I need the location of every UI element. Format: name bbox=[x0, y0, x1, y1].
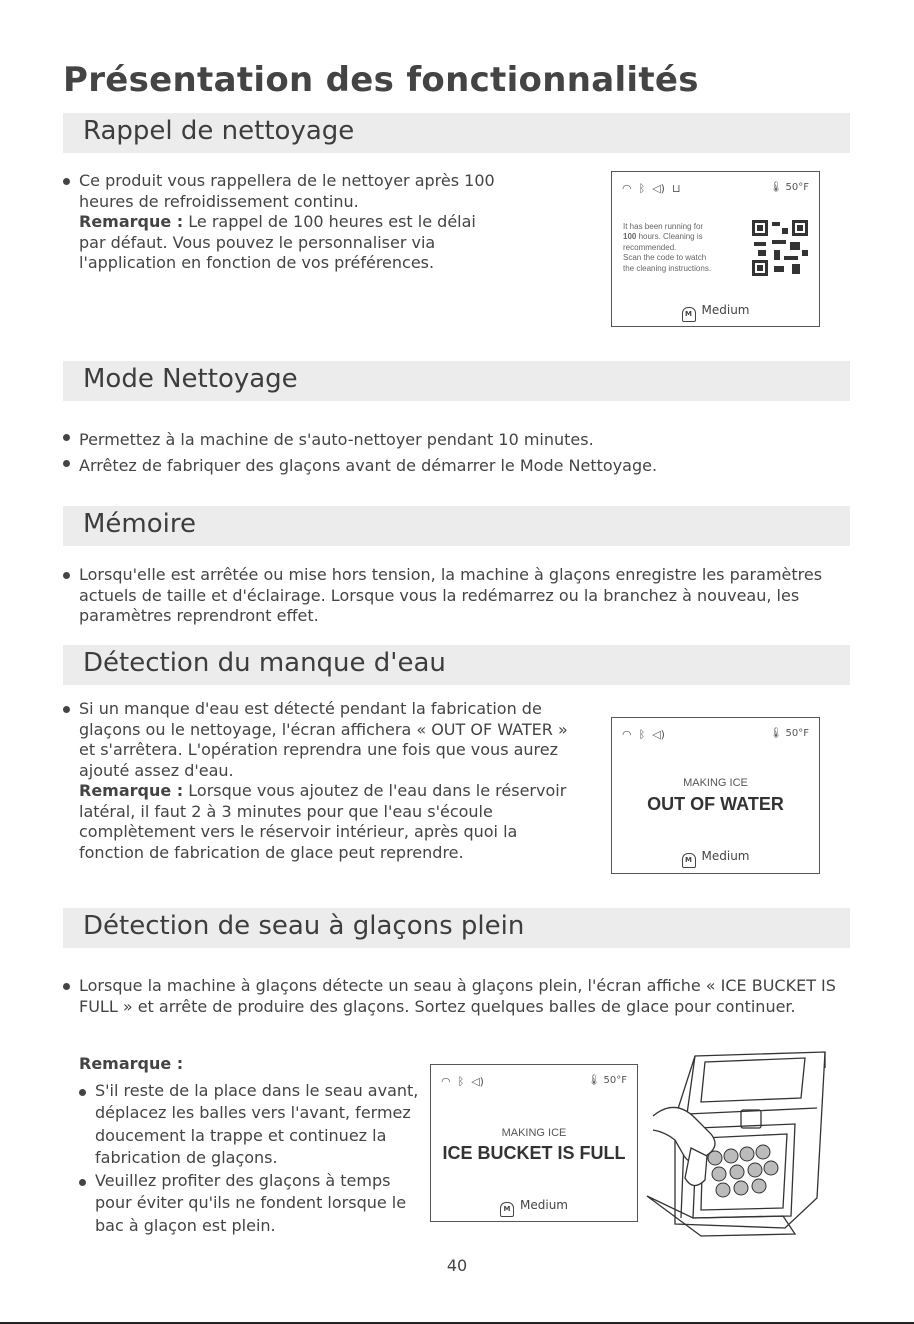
note-text: Le rappel de 100 heures est le délai par défaut. Vous pouvez le personnaliser via l'application en fonction de vos préférences. bbox=[79, 212, 476, 272]
status-icons bbox=[622, 182, 688, 195]
cleaning-reminder-text bbox=[63, 171, 503, 274]
thermometer-icon: 🌡 bbox=[769, 728, 783, 739]
section-heading: Mode Nettoyage bbox=[83, 364, 298, 394]
bullet-item: Ce produit vous rappellera de le nettoyer après 100 heures de refroidissement continu. bbox=[63, 171, 503, 212]
bucket-full-notes bbox=[79, 1053, 431, 1237]
section-heading: Rappel de nettoyage bbox=[83, 116, 355, 146]
note-item: Veuillez profiter des glaçons à temps pour éviter qu'ils ne fondent lorsque le bac à glaçon est plein. bbox=[79, 1170, 431, 1238]
memory-text bbox=[63, 565, 853, 627]
bullet-item: Lorsque la machine à glaçons détecte un seau à glaçons plein, l'écran affiche « ICE BUCKET IS FULL » et arrête de produire des glaçons. Sortez quelques balles de glace pour continuer. bbox=[63, 976, 848, 1017]
bluetooth-icon: ᛒ bbox=[638, 728, 646, 741]
section-heading: Détection du manque d'eau bbox=[83, 648, 446, 678]
temperature-readout: 🌡 50°F bbox=[769, 728, 809, 739]
water-shortage-text bbox=[63, 699, 573, 863]
bucket-full-screen bbox=[430, 1064, 638, 1222]
note bbox=[63, 781, 573, 863]
sound-icon: ◁) bbox=[652, 728, 665, 741]
temperature-readout: 🌡 50°F bbox=[769, 182, 809, 193]
bullet-item: Permettez à la machine de s'auto-nettoyer pendant 10 minutes. bbox=[63, 427, 850, 453]
bullet-item: Arrêtez de fabriquer des glaçons avant de démarrer le Mode Nettoyage. bbox=[63, 453, 850, 479]
bullet-item: Si un manque d'eau est détecté pendant la fabrication de glaçons ou le nettoyage, l'écran affichera « OUT OF WATER » et s'arrêtera. L'opération reprendra une fois que vous aurez ajouté assez d'eau. bbox=[63, 699, 573, 781]
note bbox=[63, 212, 503, 274]
wifi-icon: ◠ bbox=[441, 1075, 451, 1088]
bluetooth-icon: ᛒ bbox=[638, 182, 646, 195]
section-header-clean-mode bbox=[63, 361, 850, 401]
note-label: Remarque : bbox=[79, 1054, 184, 1073]
status-text: MAKING ICE bbox=[501, 1127, 567, 1139]
clean-mode-text bbox=[63, 427, 850, 479]
medium-size-icon: M bbox=[682, 853, 696, 868]
alert-text: OUT OF WATER bbox=[647, 794, 784, 814]
qr-code bbox=[752, 220, 808, 276]
bullet-item: Lorsqu'elle est arrêtée ou mise hors tension, la machine à glaçons enregistre les paramètres actuels de taille et d'éclairage. Lorsque vous la redémarrez ou la branchez à nouveau, les paramètres reprendront effet. bbox=[63, 565, 853, 627]
thermometer-icon: 🌡 bbox=[769, 182, 783, 193]
note-text: Lorsque vous ajoutez de l'eau dans le réservoir latéral, il faut 2 à 3 minutes pour que l'eau s'écoule complètement vers le réservoir intérieur, après quoi la fonction de fabrication de glace peut reprendre. bbox=[79, 781, 567, 862]
medium-size-icon: M bbox=[682, 307, 696, 322]
sound-icon: ◁) bbox=[471, 1075, 484, 1088]
alert-text: ICE BUCKET IS FULL bbox=[442, 1143, 626, 1163]
wifi-icon: ◠ bbox=[622, 728, 632, 741]
section-heading: Détection de seau à glaçons plein bbox=[83, 911, 525, 941]
section-heading: Mémoire bbox=[83, 509, 197, 539]
cleaning-message: It has been running for 100 hours. Cleaning is recommended. Scan the code to watch the cleaning instructions. bbox=[623, 222, 712, 273]
thermometer-icon: 🌡 bbox=[587, 1075, 601, 1086]
size-mode: M Medium bbox=[431, 1198, 637, 1217]
size-mode: M Medium bbox=[612, 303, 819, 322]
sound-icon: ◁) bbox=[652, 182, 665, 195]
page-title: Présentation des fonctionnalités bbox=[63, 60, 699, 100]
status-icons bbox=[622, 728, 672, 741]
note-item: S'il reste de la place dans le seau avant, déplacez les balles vers l'avant, fermez doucement la trappe et continuez la fabrication de glaçons. bbox=[79, 1080, 431, 1170]
wifi-icon: ◠ bbox=[622, 182, 632, 195]
note-label: Remarque : bbox=[79, 781, 184, 800]
ice-maker-illustration bbox=[645, 1048, 835, 1238]
section-header-water-shortage bbox=[63, 645, 850, 685]
bluetooth-icon: ᛒ bbox=[457, 1075, 465, 1088]
cleaning-reminder-screen bbox=[611, 171, 820, 327]
out-of-water-screen bbox=[611, 717, 820, 874]
status-icons bbox=[441, 1075, 491, 1088]
medium-size-icon: M bbox=[500, 1202, 514, 1217]
section-header-cleaning-reminder bbox=[63, 113, 850, 153]
temperature-readout: 🌡 50°F bbox=[587, 1075, 627, 1086]
page-number: 40 bbox=[446, 1256, 468, 1275]
size-mode: M Medium bbox=[612, 849, 819, 868]
status-text: MAKING ICE bbox=[683, 777, 748, 789]
section-header-bucket-full bbox=[63, 908, 850, 948]
note-label: Remarque : bbox=[79, 212, 184, 231]
section-header-memory bbox=[63, 506, 850, 546]
basket-icon: ⊔ bbox=[671, 182, 681, 195]
bucket-full-text bbox=[63, 976, 848, 1017]
